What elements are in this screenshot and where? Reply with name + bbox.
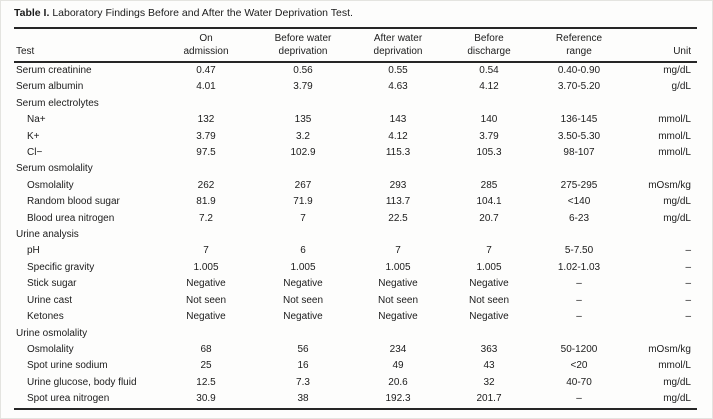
cell-after-wd: 293 bbox=[389, 179, 407, 191]
cell-on-admission: 132 bbox=[197, 114, 215, 126]
table-header bbox=[14, 28, 697, 62]
table-row bbox=[14, 194, 697, 210]
table-row bbox=[14, 375, 697, 391]
cell-on-admission: 25 bbox=[200, 360, 212, 372]
cell-before-discharge: 3.79 bbox=[479, 130, 499, 142]
cell-reference bbox=[532, 227, 626, 243]
cell-before-discharge: 1.005 bbox=[476, 261, 502, 273]
column-header-on-admission: On admission bbox=[156, 28, 256, 62]
table-row bbox=[14, 342, 697, 358]
cell-unit: mOsm/kg bbox=[648, 343, 691, 355]
column-header-reference-range: Reference range bbox=[532, 28, 626, 62]
cell-after-wd: Negative bbox=[378, 311, 418, 323]
cell-before-wd: Negative bbox=[283, 311, 323, 323]
cell-reference: – bbox=[576, 393, 582, 405]
cell-unit: g/dL bbox=[671, 81, 691, 93]
cell-on-admission: Not seen bbox=[185, 294, 227, 306]
cell-before-wd: 56 bbox=[297, 343, 309, 355]
cell-before-wd: 3.2 bbox=[296, 130, 310, 142]
cell-on-admission: Negative bbox=[186, 311, 226, 323]
column-header-test bbox=[14, 28, 156, 62]
cell-after-wd: 143 bbox=[389, 114, 407, 126]
table-title-text: Laboratory Findings Before and After the Water Deprivation Test. bbox=[52, 7, 353, 19]
cell-after-wd: Not seen bbox=[377, 294, 419, 306]
cell-test: pH bbox=[27, 245, 40, 257]
cell-reference: – bbox=[576, 311, 582, 323]
cell-before-wd: 135 bbox=[294, 114, 312, 126]
cell-after-wd: 49 bbox=[392, 360, 404, 372]
cell-test: Urine osmolality bbox=[16, 327, 88, 339]
cell-test: Serum electrolytes bbox=[16, 97, 99, 109]
cell-test: Spot urea nitrogen bbox=[27, 393, 110, 405]
cell-before-wd bbox=[256, 161, 350, 177]
cell-reference: 1.02-1.03 bbox=[557, 261, 601, 273]
cell-test: Osmolality bbox=[27, 343, 74, 355]
cell-test: Urine glucose, body fluid bbox=[27, 376, 137, 388]
cell-unit bbox=[626, 326, 697, 342]
cell-before-wd: 1.005 bbox=[290, 261, 316, 273]
cell-test: Urine cast bbox=[27, 294, 73, 306]
cell-before-discharge bbox=[446, 227, 532, 243]
cell-before-discharge: 32 bbox=[483, 376, 495, 388]
cell-unit: mmol/L bbox=[658, 147, 691, 159]
cell-test: Na+ bbox=[27, 114, 46, 126]
cell-unit: mg/dL bbox=[663, 376, 691, 388]
cell-before-discharge bbox=[446, 326, 532, 342]
cell-on-admission bbox=[156, 161, 256, 177]
cell-before-wd: 38 bbox=[297, 393, 309, 405]
cell-reference: <20 bbox=[570, 360, 588, 372]
cell-on-admission: 4.01 bbox=[196, 81, 216, 93]
group-header-row bbox=[14, 227, 697, 243]
cell-before-discharge: Negative bbox=[469, 278, 509, 290]
cell-reference: 136-145 bbox=[560, 114, 598, 126]
header-row bbox=[14, 28, 697, 62]
cell-reference: 3.70-5.20 bbox=[557, 81, 601, 93]
cell-before-discharge: 285 bbox=[480, 179, 498, 191]
table-row bbox=[14, 145, 697, 161]
cell-test: Ketones bbox=[27, 311, 64, 323]
cell-reference: 98-107 bbox=[563, 147, 595, 159]
table-row bbox=[14, 391, 697, 408]
cell-after-wd: Negative bbox=[378, 278, 418, 290]
cell-test: Osmolality bbox=[27, 179, 74, 191]
lab-findings-table bbox=[14, 27, 697, 410]
cell-unit: – bbox=[685, 261, 691, 273]
cell-before-discharge: 140 bbox=[480, 114, 498, 126]
cell-reference: 6-23 bbox=[568, 212, 589, 224]
cell-before-discharge: 20.7 bbox=[479, 212, 499, 224]
cell-unit: – bbox=[685, 311, 691, 323]
table-title bbox=[14, 7, 697, 20]
cell-before-wd: 6 bbox=[300, 245, 306, 257]
table-row bbox=[14, 260, 697, 276]
cell-before-wd: Negative bbox=[283, 278, 323, 290]
cell-before-wd: 0.56 bbox=[293, 65, 313, 76]
cell-before-discharge: 104.1 bbox=[476, 196, 502, 208]
cell-before-discharge: 201.7 bbox=[476, 393, 502, 405]
table-row bbox=[14, 358, 697, 374]
cell-on-admission: Negative bbox=[186, 278, 226, 290]
cell-unit: mOsm/kg bbox=[648, 179, 691, 191]
cell-before-discharge: 7 bbox=[486, 245, 492, 257]
column-header-before-water-deprivation: Before water deprivation bbox=[256, 28, 350, 62]
column-header-after-water-deprivation: After water deprivation bbox=[350, 28, 446, 62]
table-title-label: Table I. bbox=[14, 7, 50, 19]
cell-before-wd bbox=[256, 96, 350, 112]
cell-before-wd: 16 bbox=[297, 360, 309, 372]
cell-reference: 3.50-5.30 bbox=[557, 130, 601, 142]
cell-before-wd: 267 bbox=[294, 179, 312, 191]
cell-after-wd bbox=[350, 227, 446, 243]
cell-test: Serum osmolality bbox=[16, 163, 93, 175]
cell-reference: – bbox=[576, 294, 582, 306]
column-header-unit bbox=[626, 28, 697, 62]
table-row bbox=[14, 79, 697, 95]
cell-reference: 0.40-0.90 bbox=[557, 65, 601, 76]
cell-unit bbox=[626, 227, 697, 243]
cell-on-admission: 0.47 bbox=[196, 65, 216, 76]
cell-test: Specific gravity bbox=[27, 261, 95, 273]
cell-before-discharge: Not seen bbox=[468, 294, 510, 306]
cell-on-admission: 81.9 bbox=[196, 196, 216, 208]
cell-before-wd: 7 bbox=[300, 212, 306, 224]
cell-unit: mg/dL bbox=[663, 212, 691, 224]
cell-on-admission bbox=[156, 96, 256, 112]
cell-on-admission: 12.5 bbox=[196, 376, 216, 388]
cell-reference: 40-70 bbox=[566, 376, 592, 388]
cell-unit: – bbox=[685, 294, 691, 306]
cell-test: Urine analysis bbox=[16, 229, 79, 241]
cell-before-wd: 3.79 bbox=[293, 81, 313, 93]
cell-after-wd bbox=[350, 161, 446, 177]
cell-reference: 50-1200 bbox=[560, 343, 598, 355]
cell-before-discharge: 43 bbox=[483, 360, 495, 372]
column-header-test-label: Test bbox=[16, 45, 35, 57]
column-header-before-discharge: Before discharge bbox=[446, 28, 532, 62]
cell-reference bbox=[532, 326, 626, 342]
cell-before-discharge bbox=[446, 161, 532, 177]
cell-on-admission: 1.005 bbox=[193, 261, 219, 273]
cell-before-wd bbox=[256, 326, 350, 342]
cell-on-admission: 97.5 bbox=[196, 147, 216, 159]
cell-unit: mg/dL bbox=[663, 196, 691, 208]
cell-on-admission: 262 bbox=[197, 179, 215, 191]
cell-unit: mmol/L bbox=[658, 114, 691, 126]
cell-before-wd: 102.9 bbox=[290, 147, 316, 159]
cell-on-admission bbox=[156, 227, 256, 243]
cell-test: Spot urine sodium bbox=[27, 360, 108, 372]
cell-before-discharge: 105.3 bbox=[476, 147, 502, 159]
cell-after-wd: 192.3 bbox=[385, 393, 411, 405]
cell-test: Serum albumin bbox=[16, 81, 84, 93]
cell-after-wd bbox=[350, 96, 446, 112]
cell-test: Serum creatinine bbox=[16, 65, 92, 76]
cell-on-admission: 68 bbox=[200, 343, 212, 355]
cell-test: Blood urea nitrogen bbox=[27, 212, 115, 224]
table-row bbox=[14, 309, 697, 325]
cell-unit: mg/dL bbox=[663, 393, 691, 405]
cell-test: Stick sugar bbox=[27, 278, 77, 290]
cell-before-discharge: Negative bbox=[469, 311, 509, 323]
cell-on-admission: 7.2 bbox=[199, 212, 213, 224]
group-header-row bbox=[14, 161, 697, 177]
cell-before-wd bbox=[256, 227, 350, 243]
cell-before-discharge: 0.54 bbox=[479, 65, 499, 76]
table-row bbox=[14, 62, 697, 79]
cell-before-discharge: 4.12 bbox=[479, 81, 499, 93]
cell-on-admission: 3.79 bbox=[196, 130, 216, 142]
cell-after-wd: 22.5 bbox=[388, 212, 408, 224]
cell-reference: 5-7.50 bbox=[564, 245, 594, 257]
table-row bbox=[14, 276, 697, 292]
cell-before-discharge bbox=[446, 96, 532, 112]
cell-before-wd: Not seen bbox=[282, 294, 324, 306]
cell-unit bbox=[626, 96, 697, 112]
cell-unit: – bbox=[685, 245, 691, 257]
column-header-unit-label: Unit bbox=[673, 45, 691, 57]
table-row bbox=[14, 129, 697, 145]
table-body bbox=[14, 62, 697, 409]
cell-before-wd: 71.9 bbox=[293, 196, 313, 208]
cell-after-wd: 4.12 bbox=[388, 130, 408, 142]
cell-after-wd: 113.7 bbox=[385, 196, 411, 208]
cell-after-wd: 115.3 bbox=[385, 147, 411, 159]
cell-unit: mg/dL bbox=[663, 65, 691, 76]
table-row bbox=[14, 293, 697, 309]
cell-before-discharge: 363 bbox=[480, 343, 498, 355]
cell-unit: mmol/L bbox=[658, 360, 691, 372]
cell-after-wd: 0.55 bbox=[388, 65, 408, 76]
cell-on-admission bbox=[156, 326, 256, 342]
cell-on-admission: 7 bbox=[203, 245, 209, 257]
group-header-row bbox=[14, 326, 697, 342]
cell-unit: – bbox=[685, 278, 691, 290]
cell-unit: mmol/L bbox=[658, 130, 691, 142]
table-row bbox=[14, 211, 697, 227]
cell-reference: <140 bbox=[567, 196, 591, 208]
cell-reference bbox=[532, 96, 626, 112]
cell-after-wd: 7 bbox=[395, 245, 401, 257]
group-header-row bbox=[14, 96, 697, 112]
cell-after-wd: 4.63 bbox=[388, 81, 408, 93]
cell-before-wd: 7.3 bbox=[296, 376, 310, 388]
cell-test: Random blood sugar bbox=[27, 196, 120, 208]
cell-reference: – bbox=[576, 278, 582, 290]
cell-on-admission: 30.9 bbox=[196, 393, 216, 405]
table-row bbox=[14, 178, 697, 194]
cell-after-wd: 20.6 bbox=[388, 376, 408, 388]
table-row bbox=[14, 243, 697, 259]
cell-reference bbox=[532, 161, 626, 177]
cell-after-wd: 1.005 bbox=[385, 261, 411, 273]
cell-test: K+ bbox=[27, 130, 40, 142]
cell-after-wd bbox=[350, 326, 446, 342]
cell-reference: 275-295 bbox=[560, 179, 598, 191]
cell-test: Cl− bbox=[27, 147, 43, 159]
cell-unit bbox=[626, 161, 697, 177]
cell-after-wd: 234 bbox=[389, 343, 407, 355]
table-row bbox=[14, 112, 697, 128]
